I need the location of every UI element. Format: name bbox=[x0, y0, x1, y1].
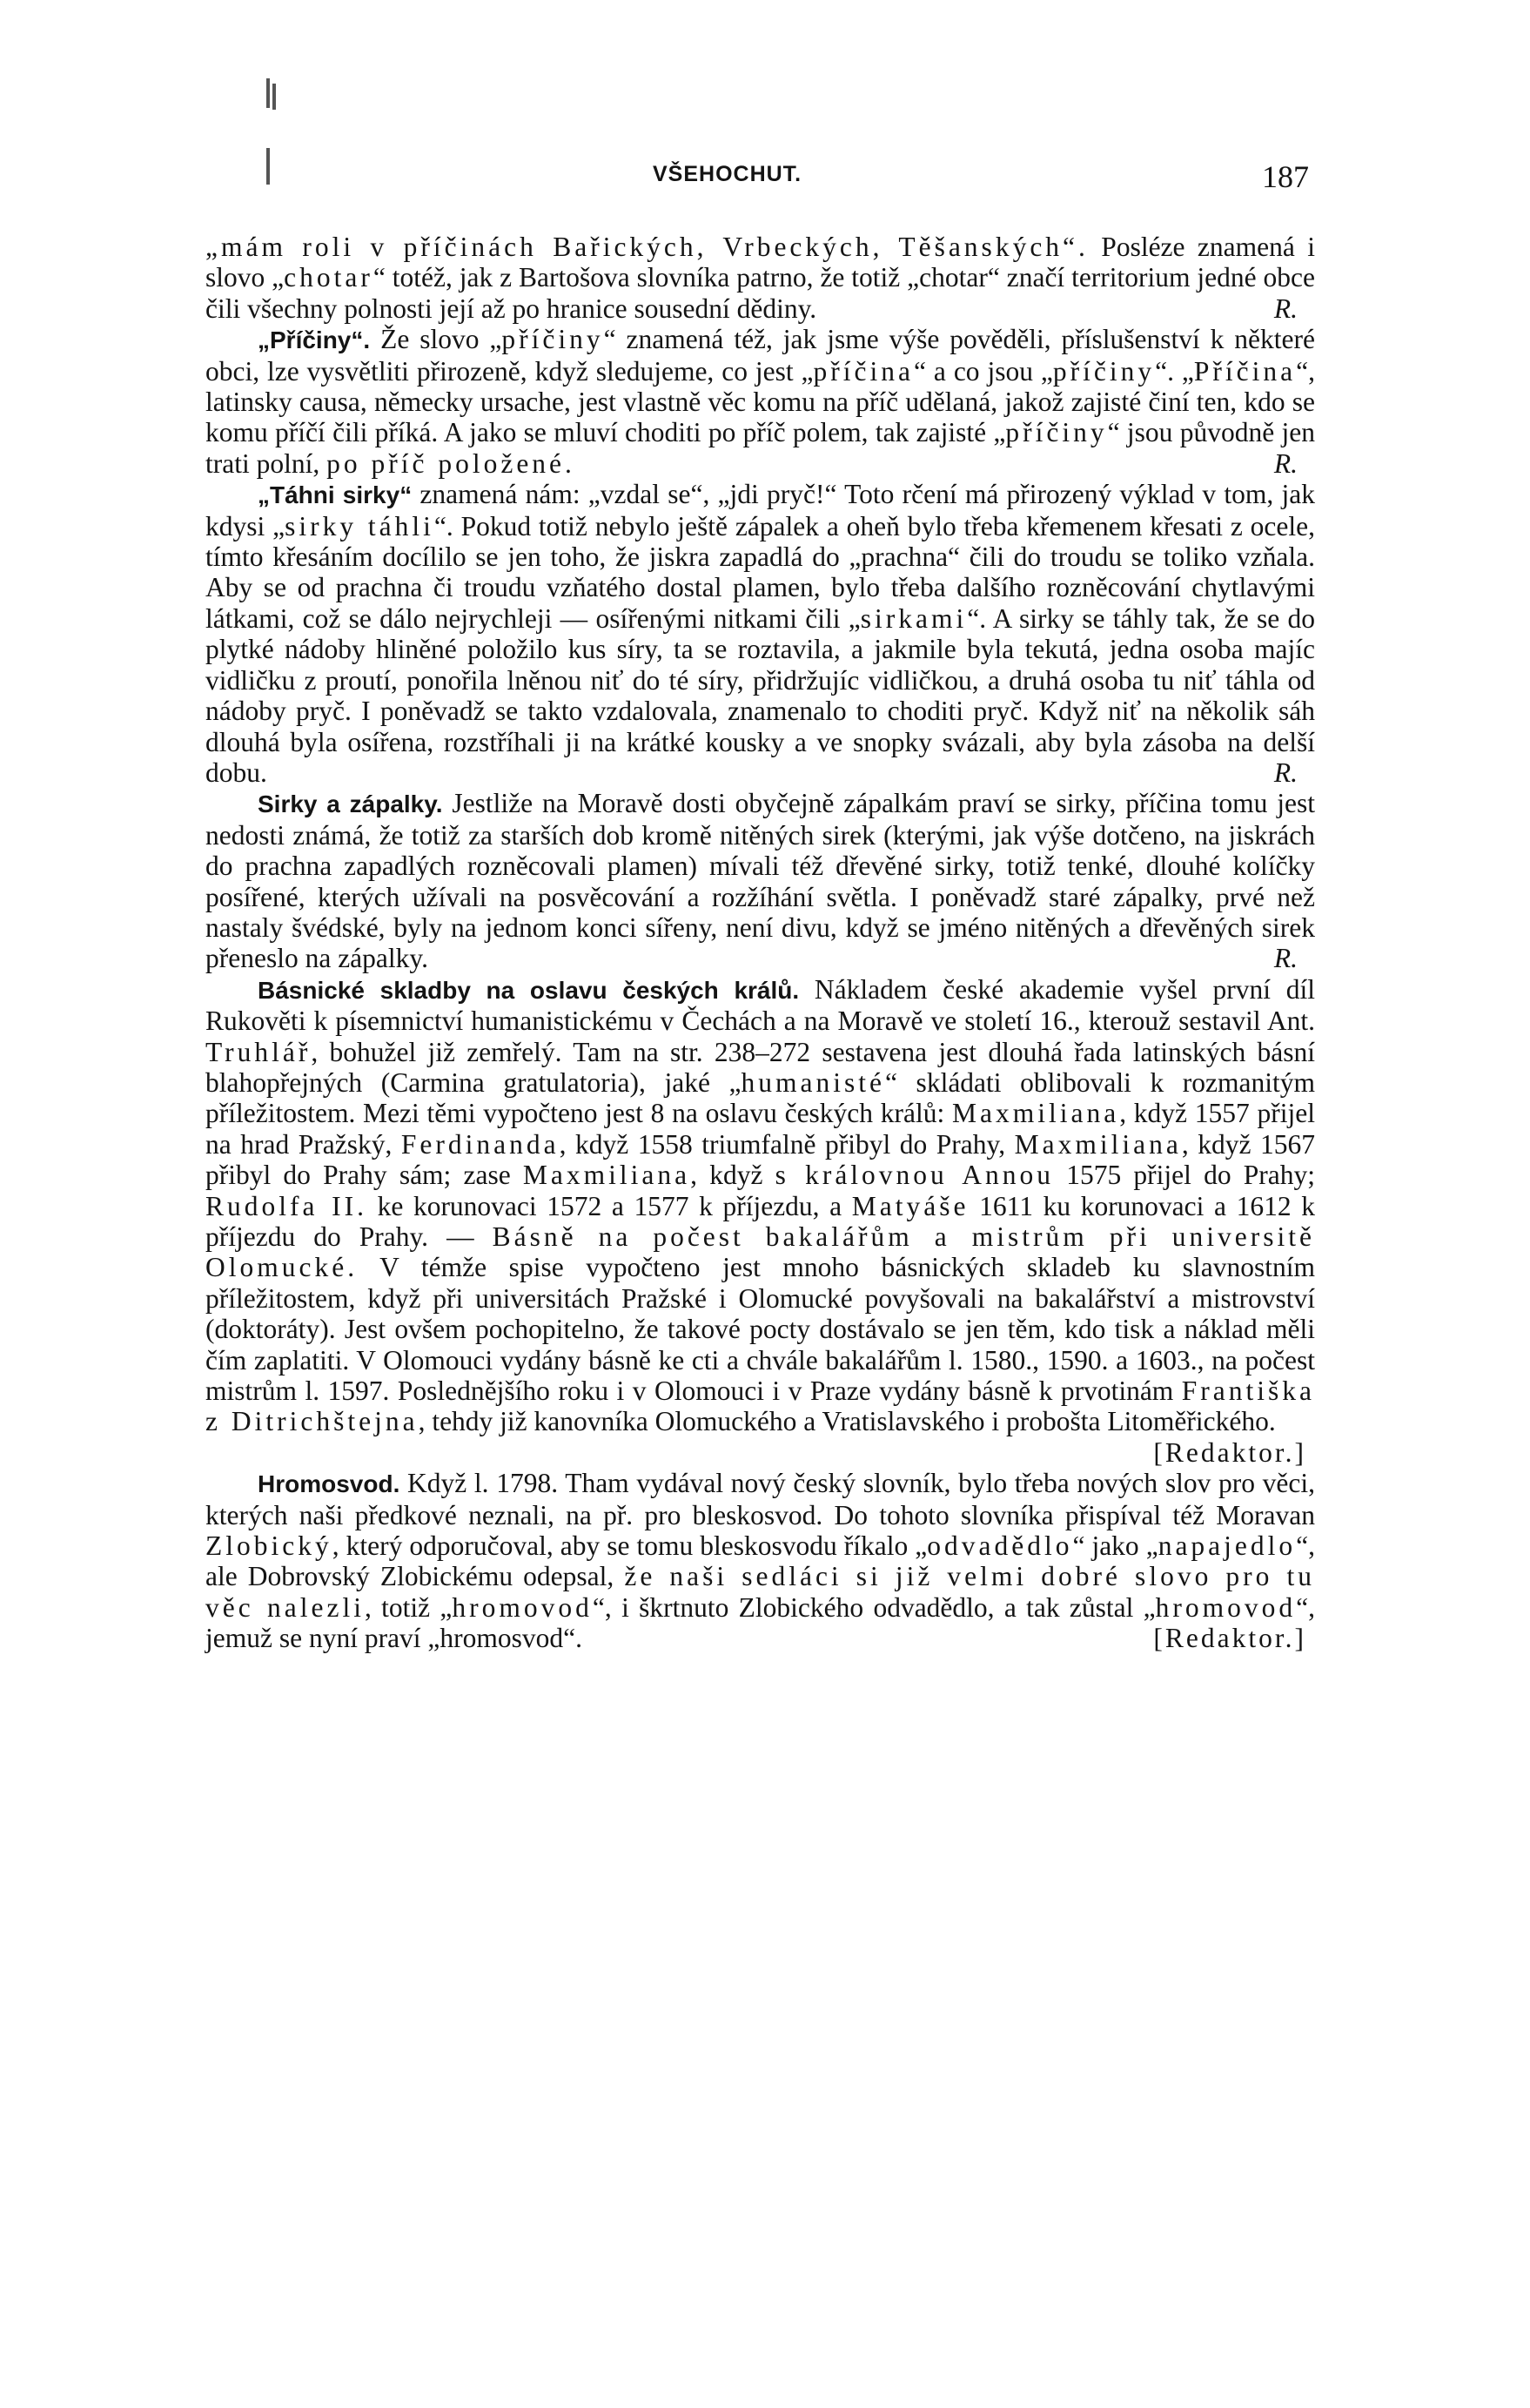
spaced-text: Maxmiliana bbox=[522, 1160, 691, 1191]
body-text: “ jako „ bbox=[1072, 1530, 1158, 1562]
body-text: “, ale Dobrovský Zlobickému odepsal, bbox=[205, 1530, 1315, 1592]
margin-mark bbox=[266, 78, 270, 108]
body-text: “ znamená též, jak jsme výše pověděli, příslušenství k některé obci, lze vysvětliti přirozeně, když sledujeme, co jest „ bbox=[205, 324, 1315, 387]
entry bbox=[205, 974, 1315, 1469]
spaced-text: Truhlář bbox=[205, 1036, 312, 1067]
spaced-text: sirkami bbox=[860, 602, 968, 634]
spaced-text: příčiny bbox=[501, 324, 604, 355]
body-text: , když bbox=[690, 1160, 775, 1191]
body-text: “, i škrtnuto Zlobického odvadědlo, a tak zůstal „ bbox=[592, 1591, 1156, 1623]
spaced-text: Zlobický bbox=[205, 1530, 332, 1562]
body-text: 1575 přijel do Prahy; bbox=[1054, 1160, 1316, 1191]
entry bbox=[205, 232, 1315, 324]
body-text: Jestliže na Moravě dosti obyčejně zápalkám praví se sirky, příčina tomu jest nedosti známá, že totiž za starších dob kromě nitěných sirek (kterými, jak výše dotčeno, na jiskrách do prachna zapadlých rozněcovali plamen) mívali též dřevěné sirky, totiž tenké, dlouhé kolíčky posířené, kterých užívali na posvěcování a rozžíhání světla. I poněvadž staré zápalky, prvé než nastaly švédské, byly na jednom konci sířeny, není divu, když se jméno nitěných a dřevěných sirek přeneslo na zápalky. bbox=[205, 788, 1315, 974]
entry-term: „Táhni sirky“ bbox=[258, 481, 413, 509]
article-body bbox=[205, 232, 1315, 1654]
spaced-text: napajedlo bbox=[1158, 1530, 1297, 1562]
author-signature: R. bbox=[1273, 943, 1298, 974]
body-text: , bohužel již zemřelý. Tam na str. 238–272 sestavena jest dlouhá řada latinských básní blahopřejných (Carmina gratulatoria), jaké „ bbox=[205, 1036, 1315, 1098]
running-title: VŠEHOCHUT. bbox=[653, 162, 802, 186]
body-text: “, latinsky causa, německy ursache, jest vlastně věc komu na příč udělaná, jakož zajisté činí ten, kdo se komu příčí čili příká. A jako se mluví choditi po příč polem, tak zajisté „ bbox=[205, 355, 1315, 448]
spaced-text: Františka z Ditrichštejna bbox=[205, 1376, 1315, 1437]
body-text: , který odporučoval, aby se tomu bleskosvodu říkalo „ bbox=[332, 1530, 928, 1562]
spaced-text: Rudolfa II. bbox=[205, 1190, 367, 1221]
spaced-text: Básně na počest bakalářům a mistrům při universitě Olomucké. bbox=[205, 1221, 1315, 1283]
page-number: 187 bbox=[1262, 159, 1309, 194]
body-text: “. A sirky se táhly tak, že se do plytké nádoby hliněné položilo kus síry, ta se roztavila, a jakmile byla tekutá, jedna osoba majíc vidličku z proutí, ponořila lněnou niť do té síry, přidržujíc vidličkou, a druhá osoba tu niť táhla od nádoby pryč. I poněvadž se takto vzdalovala, znamenalo to choditi pryč. Když niť na několik sáh dlouhá byla osířena, rozstříhali ji na krátké kousky a ve snopky svázali, aby byla zásoba na delší dobu. bbox=[205, 602, 1315, 788]
entry-term: Básnické skladby na oslavu českých králů. bbox=[258, 976, 800, 1004]
spaced-text: s královnou Annou bbox=[775, 1160, 1055, 1191]
running-header bbox=[0, 158, 1530, 202]
body-text: 1611 ku korunovaci a 1612 k příjezdu do Prahy. — bbox=[205, 1190, 1315, 1252]
spaced-text: humanisté bbox=[741, 1066, 885, 1098]
body-text: “, jemuž se nyní praví „hromosvod“. bbox=[205, 1591, 1316, 1654]
spaced-text: příčina bbox=[813, 355, 915, 387]
body-text: , když 1557 přijel na hrad Pražský, bbox=[205, 1098, 1315, 1160]
spaced-text: Maxmiliana bbox=[1014, 1128, 1182, 1160]
author-signature: R. bbox=[1273, 757, 1298, 788]
spaced-text: příčiny bbox=[1052, 355, 1156, 387]
body-text: “ a co jsou „ bbox=[914, 355, 1053, 387]
entry bbox=[205, 1468, 1315, 1653]
spaced-text: odvadědlo bbox=[927, 1530, 1073, 1562]
spaced-text: „mám roli v příčinách Bařických, Vrbeckých, Těšanských“. bbox=[205, 232, 1089, 262]
spaced-text: hromovod bbox=[452, 1591, 593, 1623]
spaced-text: chotar bbox=[284, 262, 373, 293]
body-text: , když 1567 přibyl do Prahy sám; zase bbox=[205, 1128, 1315, 1191]
entry bbox=[205, 324, 1315, 479]
body-text: znamená nám: „vzdal se“, „jdi pryč!“ Toto rčení má přirozený výklad v tom, jak kdysi „ bbox=[205, 479, 1316, 541]
entry-term: Hromosvod. bbox=[258, 1470, 400, 1498]
author-signature: [Redaktor.] bbox=[1153, 1623, 1306, 1654]
spaced-text: hromovod bbox=[1155, 1591, 1297, 1623]
body-text: Nákladem české akademie vyšel první díl Rukověti k písemnictví humanistickému v Čechách a na Moravě ve století 16., kterouž sestavil Ant. bbox=[205, 973, 1315, 1037]
spaced-text: Ferdinanda bbox=[400, 1128, 560, 1160]
body-text: , když 1558 triumfalně přibyl do Prahy, bbox=[559, 1128, 1015, 1160]
body-text: “. Pokud totiž nebylo ještě zápalek a oheň bylo třeba křemenem křesati z ocele, tímto křesáním docílilo se jen toho, že jiskra zapadlá do „prachna“ čili do troudu se toliko vzňala. Aby se od prachna či troudu vzňatého dostal plamen, bylo třeba dalšího rozněcování chytlavými látkami, což se dálo nejrychleji — osířenými nitkami čili „ bbox=[205, 510, 1315, 634]
body-text: “ jsou původně jen trati polní, bbox=[205, 417, 1315, 479]
spaced-text: Maxmiliana bbox=[951, 1098, 1120, 1129]
spaced-text: že naši sedláci si již velmi dobré slovo pro tu věc nalezli bbox=[205, 1561, 1315, 1623]
margin-mark bbox=[272, 84, 276, 110]
entry-term: „Příčiny“. bbox=[258, 326, 371, 354]
entry bbox=[205, 479, 1315, 788]
body-text: , totiž „ bbox=[364, 1591, 453, 1623]
author-signature: [Redaktor.] bbox=[1153, 1436, 1306, 1468]
author-signature: R. bbox=[1273, 293, 1298, 324]
spaced-text: příčiny bbox=[1005, 417, 1108, 448]
entry bbox=[205, 788, 1315, 973]
body-text: , tehdy již kanovníka Olomuckého a Vratislavského i probošta Litoměřického. bbox=[418, 1406, 1276, 1437]
body-text: “ skládati oblibovali k rozmanitým příležitostem. Mezi těmi vypočteno jest 8 na oslavu českých králů: bbox=[205, 1066, 1315, 1129]
spaced-text: Příčina bbox=[1193, 355, 1297, 387]
body-text: Když l. 1798. Tham vydával nový český slovník, bylo třeba nových slov pro věci, kterých naši předkové neznali, na př. pro bleskosvod. Do tohoto slovníka přispíval též Moravan bbox=[205, 1468, 1315, 1530]
author-signature: R. bbox=[1273, 447, 1298, 479]
margin-mark bbox=[266, 148, 270, 185]
spaced-text: Matyáše bbox=[851, 1190, 970, 1221]
body-text: “. „ bbox=[1155, 355, 1194, 387]
body-text: V témže spise vypočteno jest mnoho básnických skladeb ku slavnostním příležitostem, když při universitách Pražské i Olomucké povyšovali na bakalářství a mistrovství (doktoráty). Jest ovšem pochopitelno, že takové pocty dostávalo se jen těm, kdo tisk a náklad měli čím zaplatiti. V Olomouci vydány básně ke cti a chvále bakalářům l. 1580., 1590. a 1603., na počest mistrům l. 1597. Poslednějšího roku i v Olomouci i v Praze vydány básně k prvotinám bbox=[205, 1252, 1315, 1407]
entry-term: Sirky a zápalky. bbox=[258, 790, 443, 818]
body-text: Že slovo „ bbox=[370, 324, 502, 355]
body-text: “ totéž, jak z Bartošova slovníka patrno, že totiž „chotar“ značí territorium jedné obce čili všechny polnosti její až po hranice sousední dědiny. bbox=[205, 262, 1315, 324]
body-text: ke korunovaci 1572 a 1577 k příjezdu, a bbox=[366, 1190, 852, 1221]
body-text: Posléze znamená i slovo „ bbox=[205, 232, 1315, 293]
spaced-text: sirky táhli bbox=[285, 510, 434, 541]
spaced-text: po příč položené. bbox=[326, 447, 575, 479]
